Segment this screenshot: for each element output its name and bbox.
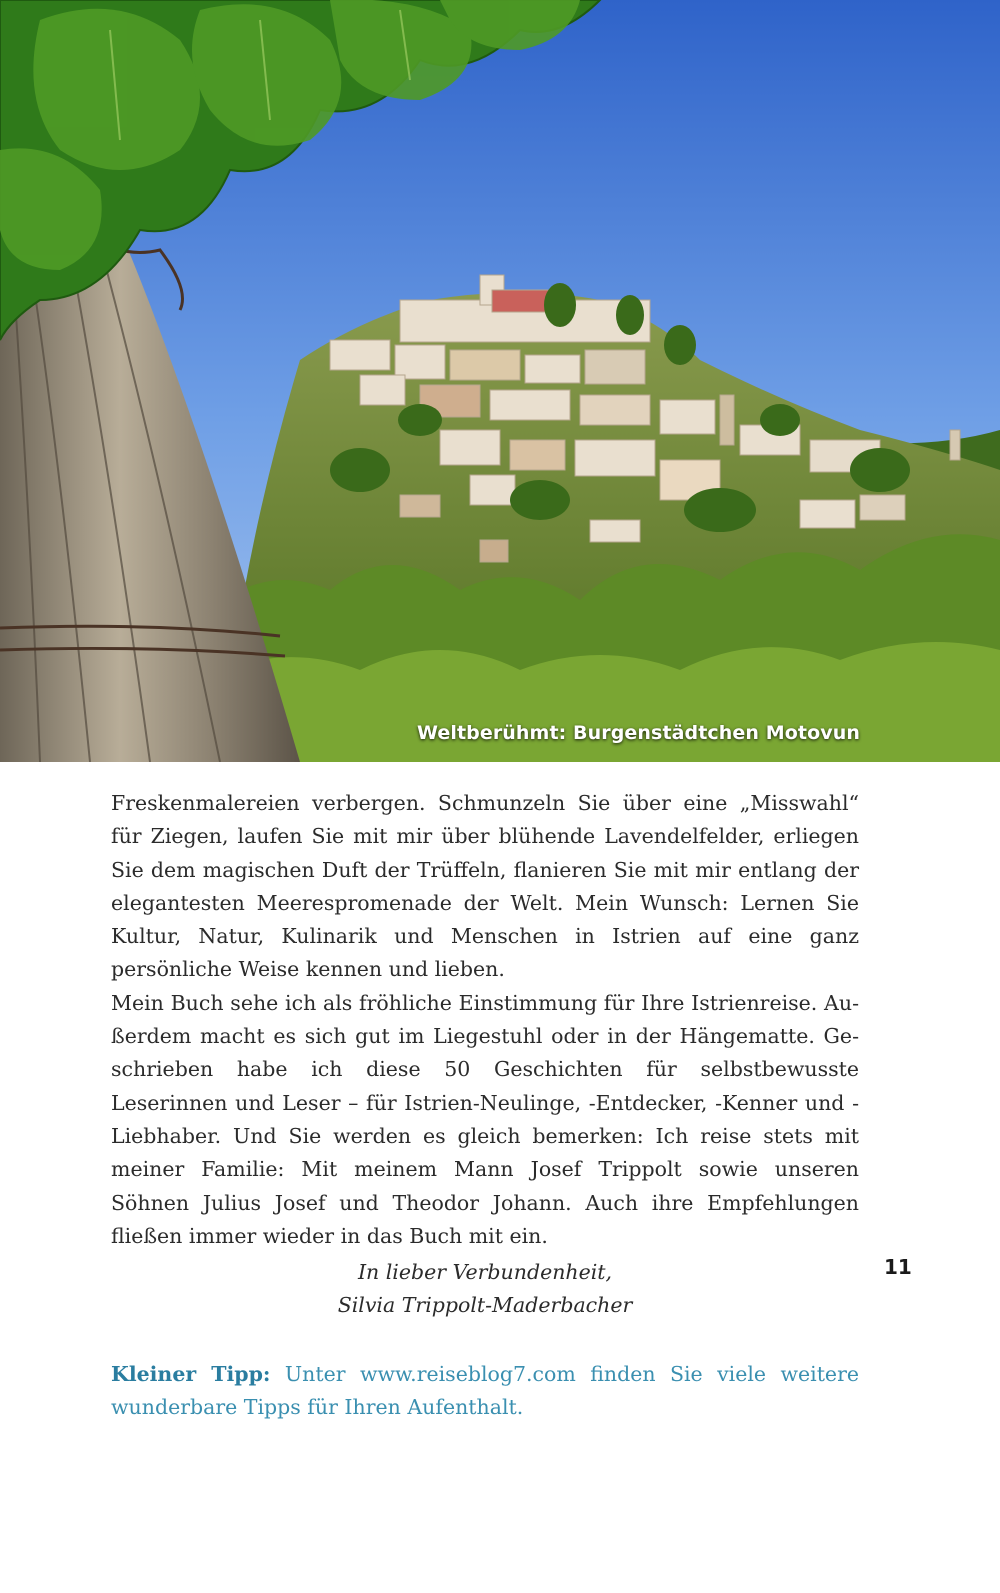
tip-box — [111, 1358, 859, 1425]
tip-label: Kleiner Tipp: — [111, 1362, 271, 1386]
closing-greeting: In lieber Verbundenheit, — [357, 1260, 613, 1284]
author-name: Silvia Trippolt-Maderbacher — [337, 1293, 633, 1317]
motovun-landscape-image — [0, 0, 1000, 762]
paragraph: Freskenmalereien verbergen. Schmunzeln Sie über eine „Misswahl“ für Ziegen, laufen Sie mit mir über blühende Lavendelfelder, erliegen Sie dem magischen Duft der Trüffeln, flanieren Sie mit mir entlang der elegantesten Meerespromenade der Welt. Mein Wunsch: Lernen Sie Kultur, Natur, Kulinarik und Menschen in Istrien auf eine ganz persönliche Weise kennen und lieben. — [111, 791, 859, 982]
signature-block — [111, 1256, 859, 1322]
page-number: 11 — [884, 1255, 912, 1279]
body-text — [111, 787, 859, 1253]
photo-caption: Weltberühmt: Burgenstädtchen Motovun — [416, 722, 860, 744]
header-photo — [0, 0, 1000, 762]
tip-text: Unter www.reiseblog7.com finden Sie viele weitere wunderbare Tipps für Ihren Aufenthalt. — [111, 1362, 859, 1420]
paragraph: Mein Buch sehe ich als fröhliche Einstimmung für Ihre Istrienreise. Außerdem macht es sich gut im Liegestuhl oder in der Hängematte. Geschrieben habe ich diese 50 Geschichten für selbstbewusste Leserinnen und Leser – für Istrien-Neulinge, -Entdecker, -Kenner und -Liebhaber. Und Sie werden es gleich bemerken: Ich reise stets mit meiner Familie: Mit meinem Mann Josef Trippolt sowie unseren Söhnen Julius Josef und Theodor Johann. Auch ihre Empfehlungen fließen immer wieder in das Buch mit ein. — [111, 990, 859, 1248]
